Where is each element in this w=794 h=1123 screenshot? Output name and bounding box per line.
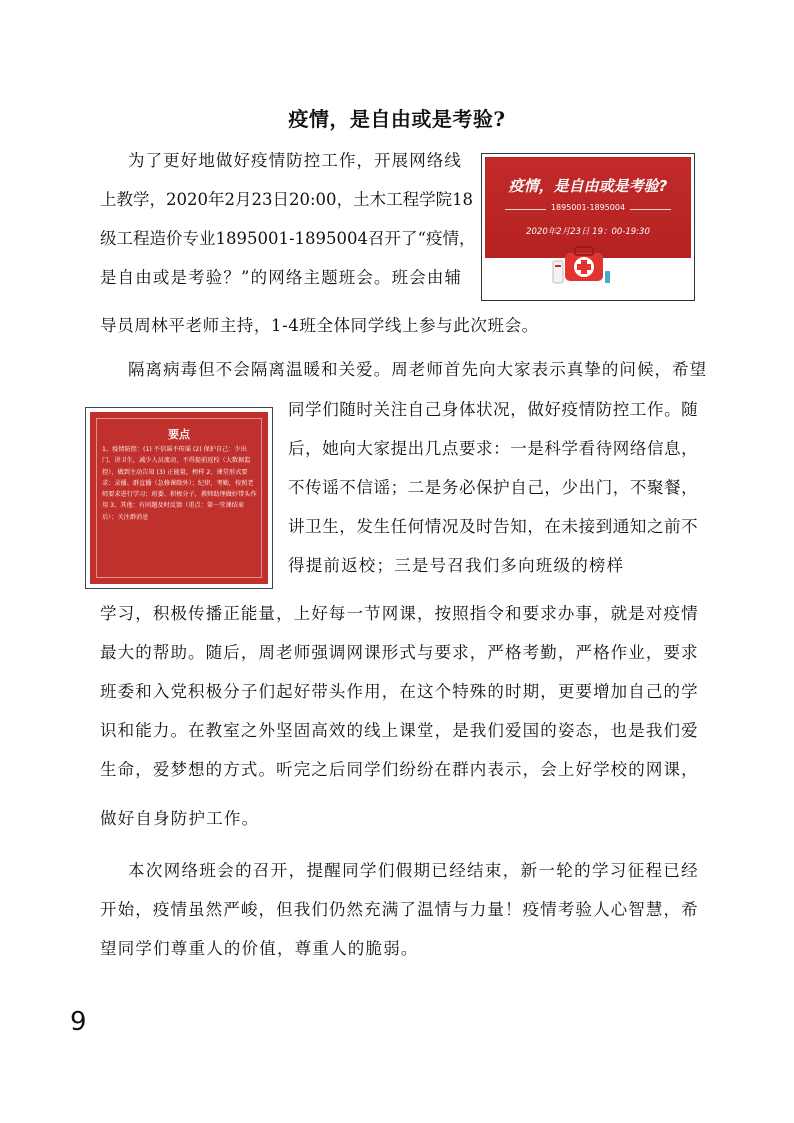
para2-line-6: 得提前返校；三是号召我们多向班级的榜样 xyxy=(288,556,625,575)
poster-class-ids: 1895001-1895004 xyxy=(485,203,691,212)
class-meeting-poster xyxy=(481,153,695,301)
para2-line-8: 最 大 的 帮 助 。 随 后 ， 周 老 师 强 调 网 课 形 式 与 要 求 ， 严 格 考 勤 ， 严 格 作 业 ， 要 求 xyxy=(100,643,698,662)
para3-line-3: 望同学们尊重人的价值，尊重人的脆弱。 xyxy=(100,939,419,958)
para1-line-2: 上 教 学 ， 2020 年 2 月 23 日 20:00 ， 土 木 工 程 学 院 18 xyxy=(100,190,474,209)
key-points-title: 要点 xyxy=(168,428,190,441)
poster-title: 疫情，是自由或是考验? xyxy=(508,177,668,195)
key-points-poster xyxy=(85,407,273,589)
key-points-text: 1、疫情防控：(1) 不信谣不传谣 (2) 保护自己：少出门、讲卫生，减少人员流动，不得提前返校（大数据监控），做到主动告知 (3) 正能量，榜样 2、课堂形式要求：录播、群直播（急修课除外）；纪律，考勤，按照老师要求进行学习；班委、积极分子，教师助理做好带头作用 3、其他：有问题及时反馈（重点：第一堂课结束后）；关注群消息 xyxy=(102,446,257,521)
page-title: 疫情，是自由或是考验? xyxy=(288,107,506,131)
para2-line-5: 讲 卫 生 ， 发 生 任 何 情 况 及 时 告 知 ， 在 未 接 到 通 知 之 前 不 xyxy=(288,517,698,536)
para2-line-2: 同 学 们 随 时 关 注 自 己 身 体 状 况 ， 做 好 疫 情 防 控 工 作 。 随 xyxy=(288,400,698,419)
poster-date: 2020年2月23日 19：00-19:30 xyxy=(526,227,650,237)
para2-line-1: 隔离病毒但不会隔离温暖和关爱。周老师首先向大家表示真挚的问候，希望 xyxy=(128,360,708,379)
para2-line-3: 后 ， 她 向 大 家 提 出 几 点 要 求 ： 一 是 科 学 看 待 网 络 信 息 ， xyxy=(288,439,698,458)
first-aid-kit-icon xyxy=(551,241,611,287)
para3-line-2: 开 始 ， 疫 情 虽 然 严 峻 ， 但 我 们 仍 然 充 满 了 温 情 与 力 量 ！ 疫 情 考 验 人 心 智 慧 ， 希 xyxy=(100,900,698,919)
para2-line-9: 班 委 和 入 党 积 极 分 子 们 起 好 带 头 作 用 ， 在 这 个 特 殊 的 时 期 ， 更 要 增 加 自 己 的 学 xyxy=(100,682,698,701)
page-number: 9 xyxy=(70,1007,87,1037)
para3-line-1: 本 次 网 络 班 会 的 召 开 ， 提 醒 同 学 们 假 期 已 经 结 束 ， 新 一 轮 的 学 习 征 程 已 经 xyxy=(128,861,698,880)
para2-line-7: 学 习 ， 积 极 传 播 正 能 量 ， 上 好 每 一 节 网 课 ， 按 照 指 令 和 要 求 办 事 ， 就 是 对 疫 情 xyxy=(100,604,698,623)
para1-line-1: 为 了 更 好 地 做 好 疫 情 防 控 工 作 ， 开 展 网 络 线 xyxy=(128,151,461,170)
para1-line-4: 是 自 由 或 是 考 验 ？ ” 的 网 络 主 题 班 会 。 班 会 由 辅 xyxy=(100,268,461,287)
para1-line-3: 级 工 程 造 价 专 业 1895001-1895004 召 开 了 “ 疫 情 ， xyxy=(100,229,476,248)
para1-line-5: 导员周林平老师主持，1-4班全体同学线上参与此次班会。 xyxy=(100,316,539,335)
para2-line-4: 不 传 谣 不 信 谣 ； 二 是 务 必 保 护 自 己 ， 少 出 门 ， 不 聚 餐 ， xyxy=(288,478,698,497)
para2-line-10: 识 和 能 力 。 在 教 室 之 外 坚 固 高 效 的 线 上 课 堂 ， 是 我 们 爱 国 的 姿 态 ， 也 是 我 们 爱 xyxy=(100,721,698,740)
para2-line-11: 生 命 ， 爱 梦 想 的 方 式 。 听 完 之 后 同 学 们 纷 纷 在 群 内 表 示 ， 会 上 好 学 校 的 网 课 ， xyxy=(100,760,698,779)
para2-line-12: 做好自身防护工作。 xyxy=(100,809,260,828)
